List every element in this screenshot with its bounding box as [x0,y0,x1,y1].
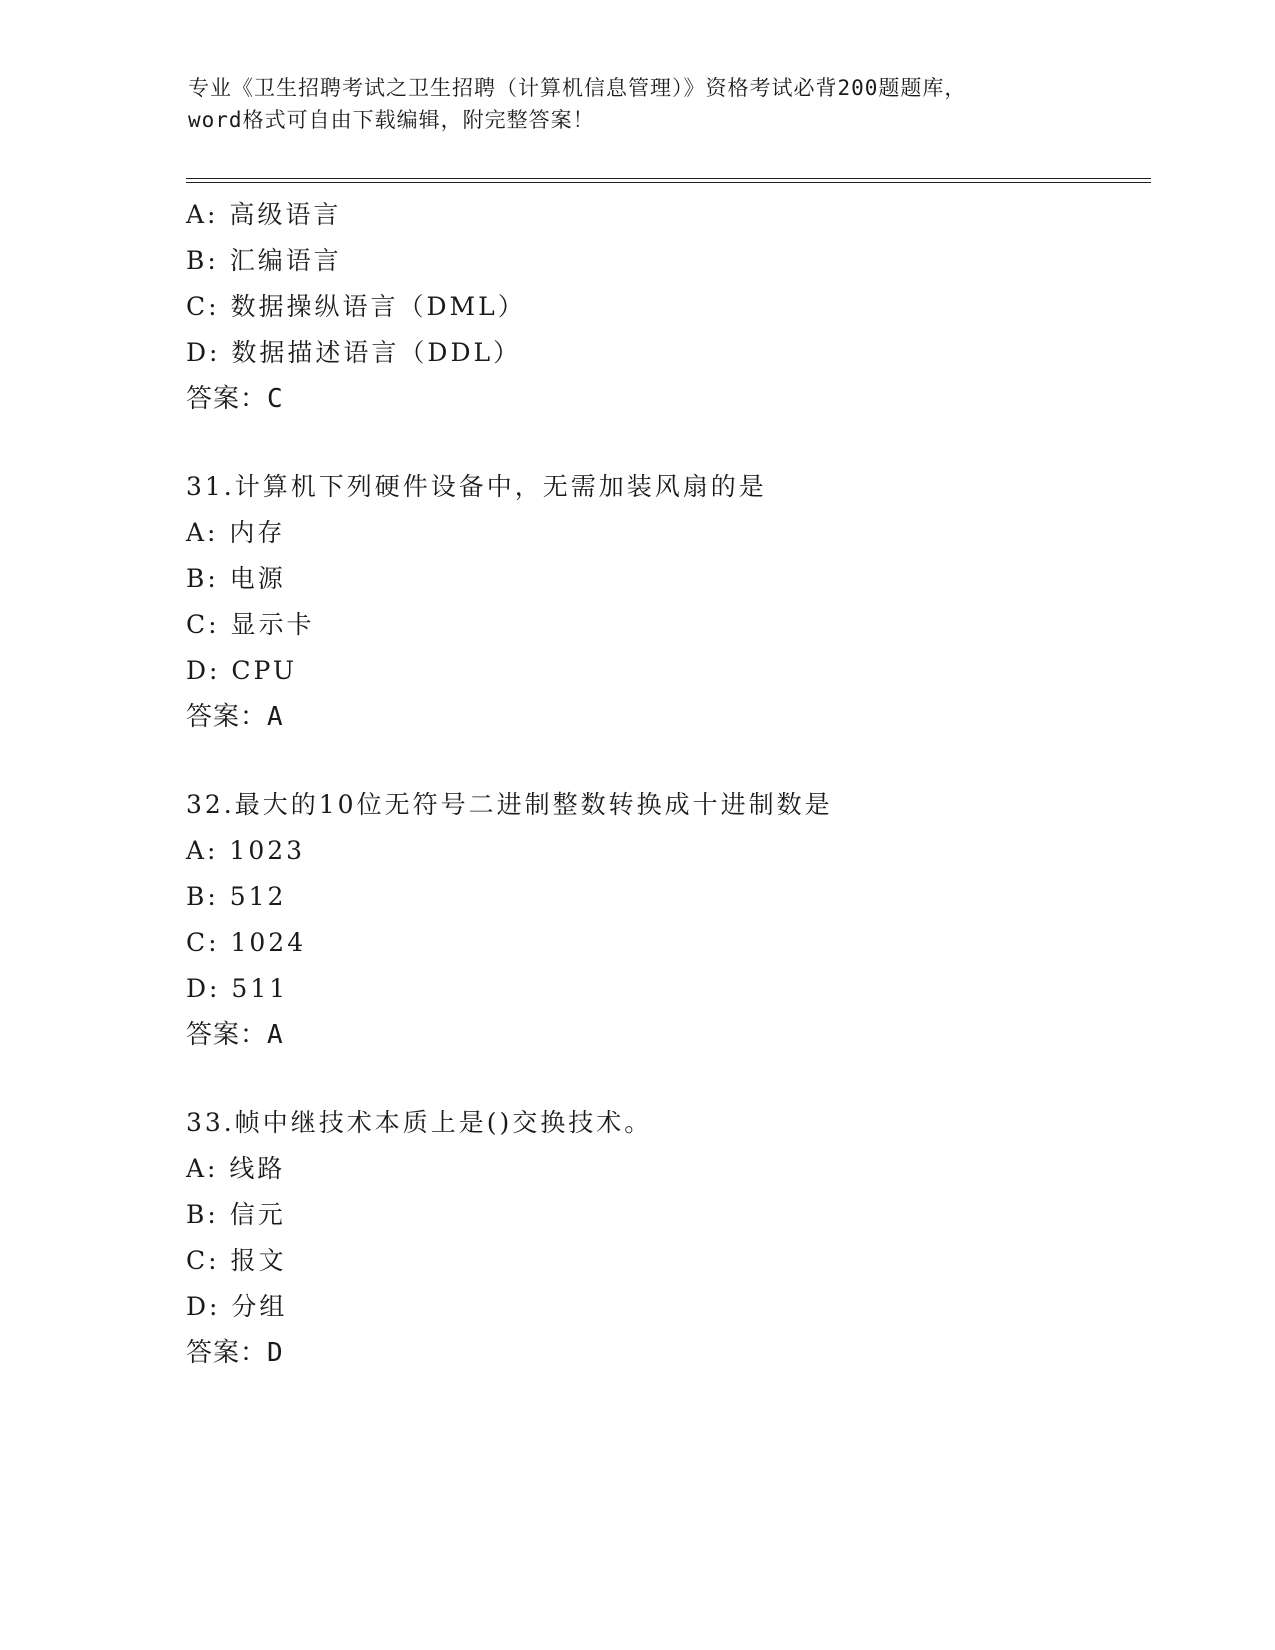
option-b: B: 512 [186,882,287,911]
question-title: 33.帧中继技术本质上是()交换技术。 [186,1108,653,1137]
header-divider-top [186,178,1151,179]
question-block-32 [186,782,1146,1058]
question-block-prev [186,192,1146,422]
question-list [186,192,1146,1376]
option-a: A: 线路 [186,1154,286,1183]
option-a: A: 内存 [186,518,286,547]
answer: 答案：D [186,1338,284,1368]
answer: 答案：A [186,1020,284,1050]
option-c: C: 数据操纵语言（DML） [186,292,526,321]
option-d: D: 数据描述语言（DDL） [186,338,522,367]
question-title: 32.最大的10位无符号二进制整数转换成十进制数是 [186,790,833,819]
option-b: B: 信元 [186,1200,286,1229]
header-title-line-2: word格式可自由下载编辑，附完整答案！ [188,108,595,132]
option-d: D: 分组 [186,1292,288,1321]
option-b: B: 电源 [186,564,286,593]
answer: 答案：A [186,702,284,732]
question-block-31 [186,464,1146,740]
option-a: A: 高级语言 [186,200,342,229]
answer: 答案：C [186,384,284,414]
question-title: 31.计算机下列硬件设备中，无需加装风扇的是 [186,472,767,501]
question-block-33 [186,1100,1146,1376]
document-header [188,72,1088,136]
option-d: D: 511 [186,974,289,1003]
option-c: C: 报文 [186,1246,287,1275]
option-c: C: 1024 [186,928,307,957]
header-title-line-1: 专业《卫生招聘考试之卫生招聘（计算机信息管理）》资格考试必背200题题库， [188,76,967,100]
option-b: B: 汇编语言 [186,246,342,275]
option-c: C: 显示卡 [186,610,315,639]
spacer [186,740,1146,782]
option-a: A: 1023 [186,836,306,865]
spacer [186,1058,1146,1100]
spacer [186,422,1146,464]
header-divider-bottom [186,182,1151,183]
option-d: D: CPU [186,656,297,685]
